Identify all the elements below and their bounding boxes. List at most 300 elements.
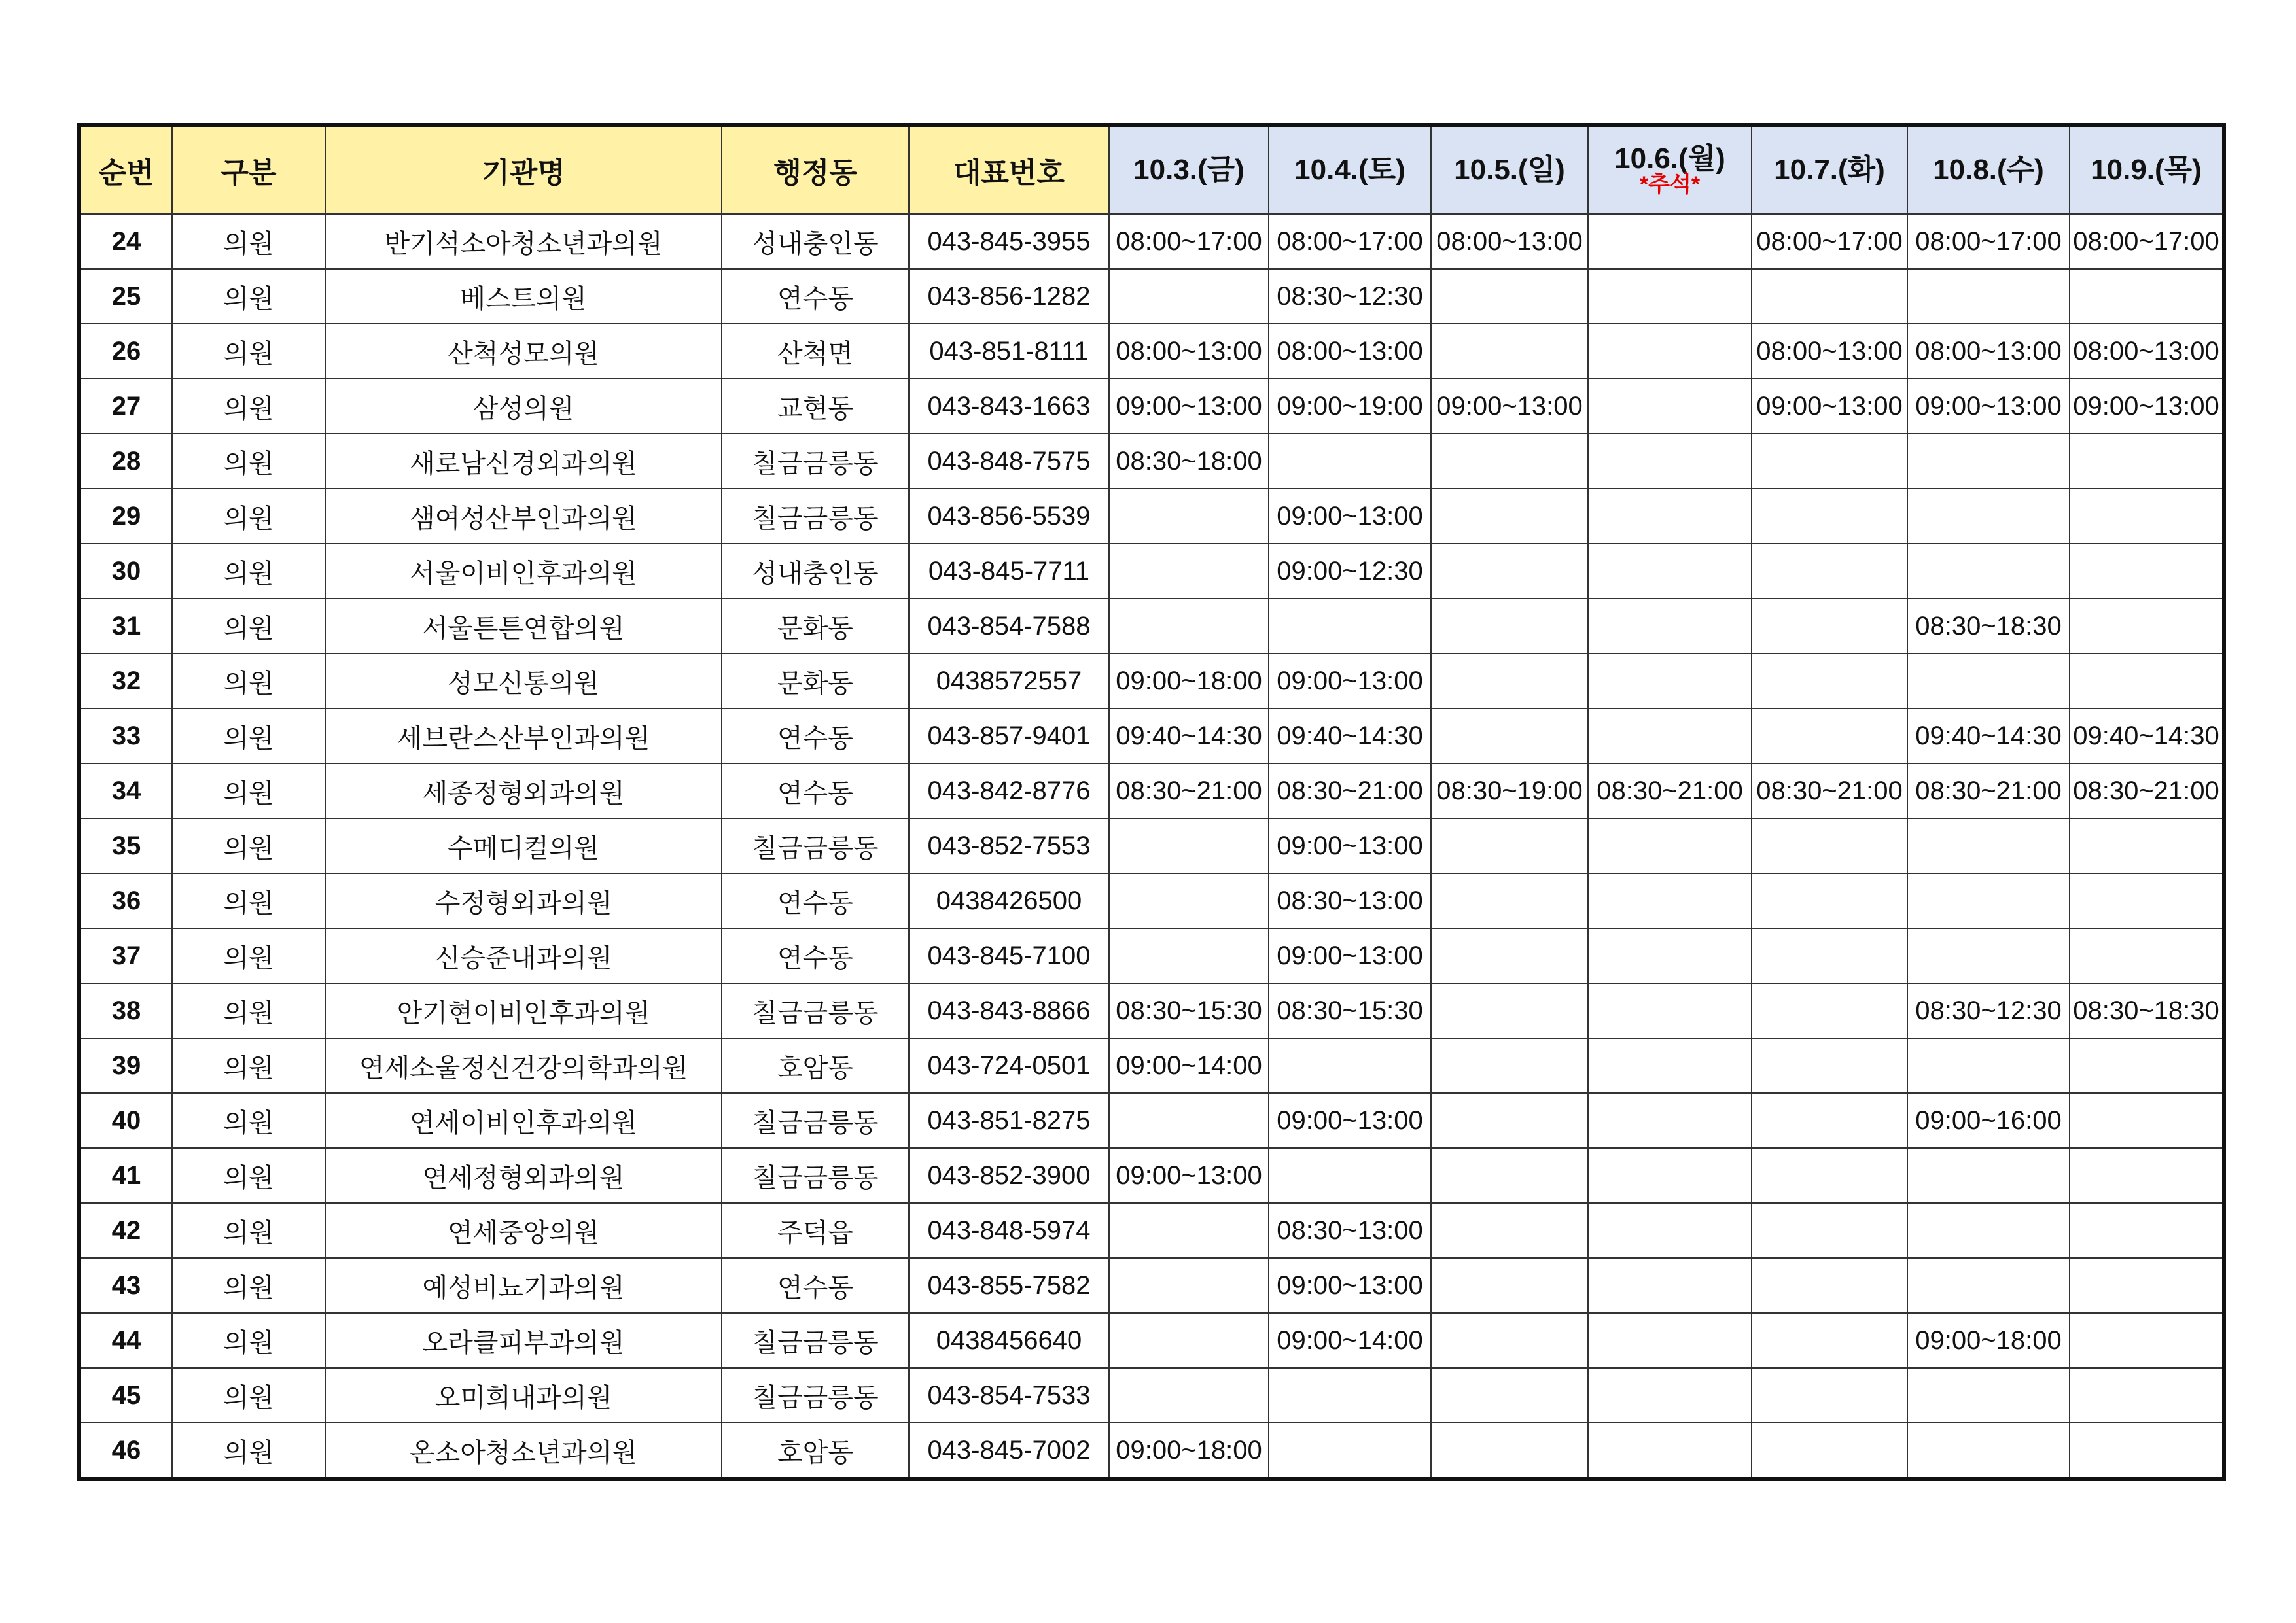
holiday-clinic-schedule bbox=[77, 123, 2222, 1481]
opening-hours-cell: 09:40~14:30 bbox=[2070, 708, 2224, 763]
opening-hours-cell bbox=[1431, 544, 1588, 599]
district-name: 문화동 bbox=[722, 654, 909, 708]
table-row bbox=[79, 873, 2224, 928]
opening-hours-cell: 09:00~13:00 bbox=[1269, 1258, 1431, 1313]
opening-hours-cell bbox=[1109, 489, 1269, 544]
phone-number: 0438456640 bbox=[909, 1313, 1109, 1368]
opening-hours-cell bbox=[1907, 928, 2070, 983]
opening-hours-cell bbox=[1269, 1148, 1431, 1203]
district-name: 연수동 bbox=[722, 708, 909, 763]
header-day bbox=[1269, 125, 1431, 214]
opening-hours-cell: 08:00~13:00 bbox=[1431, 214, 1588, 269]
opening-hours-cell bbox=[1752, 1368, 1907, 1423]
row-number: 45 bbox=[79, 1368, 172, 1423]
phone-number: 043-854-7533 bbox=[909, 1368, 1109, 1423]
table-row bbox=[79, 1423, 2224, 1479]
opening-hours-cell: 09:00~19:00 bbox=[1269, 379, 1431, 434]
opening-hours-cell bbox=[1109, 1258, 1269, 1313]
opening-hours-cell bbox=[2070, 1313, 2224, 1368]
opening-hours-cell: 08:30~21:00 bbox=[1907, 763, 2070, 818]
day-label: 10.4.(토) bbox=[1294, 154, 1405, 186]
opening-hours-cell bbox=[1588, 818, 1752, 873]
row-category: 의원 bbox=[172, 983, 325, 1038]
opening-hours-cell: 09:40~14:30 bbox=[1907, 708, 2070, 763]
opening-hours-cell bbox=[1588, 983, 1752, 1038]
opening-hours-cell: 08:30~21:00 bbox=[1752, 763, 1907, 818]
row-category: 의원 bbox=[172, 1093, 325, 1148]
opening-hours-cell bbox=[1752, 1423, 1907, 1479]
header-district: 행정동 bbox=[722, 125, 909, 214]
phone-number: 043-854-7588 bbox=[909, 599, 1109, 654]
district-name: 연수동 bbox=[722, 873, 909, 928]
opening-hours-cell bbox=[1431, 1368, 1588, 1423]
opening-hours-cell bbox=[2070, 654, 2224, 708]
row-number: 43 bbox=[79, 1258, 172, 1313]
opening-hours-cell bbox=[1752, 1313, 1907, 1368]
opening-hours-cell: 09:00~13:00 bbox=[1907, 379, 2070, 434]
opening-hours-cell: 09:00~18:00 bbox=[1109, 1423, 1269, 1479]
institution-name: 안기현이비인후과의원 bbox=[325, 983, 722, 1038]
opening-hours-cell: 08:30~18:30 bbox=[2070, 983, 2224, 1038]
district-name: 연수동 bbox=[722, 763, 909, 818]
table-row bbox=[79, 1148, 2224, 1203]
institution-name: 세브란스산부인과의원 bbox=[325, 708, 722, 763]
header-day bbox=[1109, 125, 1269, 214]
opening-hours-cell bbox=[1752, 544, 1907, 599]
table-row bbox=[79, 1368, 2224, 1423]
opening-hours-cell bbox=[2070, 1203, 2224, 1258]
opening-hours-cell bbox=[1752, 873, 1907, 928]
row-number: 40 bbox=[79, 1093, 172, 1148]
opening-hours-cell bbox=[1431, 1038, 1588, 1093]
phone-number: 043-842-8776 bbox=[909, 763, 1109, 818]
opening-hours-cell: 08:00~17:00 bbox=[2070, 214, 2224, 269]
row-number: 26 bbox=[79, 324, 172, 379]
opening-hours-cell bbox=[1269, 599, 1431, 654]
row-category: 의원 bbox=[172, 818, 325, 873]
row-category: 의원 bbox=[172, 1148, 325, 1203]
opening-hours-cell bbox=[1588, 1423, 1752, 1479]
opening-hours-cell: 08:30~13:00 bbox=[1269, 873, 1431, 928]
opening-hours-cell bbox=[1109, 599, 1269, 654]
opening-hours-cell: 08:00~17:00 bbox=[1109, 214, 1269, 269]
opening-hours-cell bbox=[1431, 1093, 1588, 1148]
row-number: 27 bbox=[79, 379, 172, 434]
opening-hours-cell: 08:00~13:00 bbox=[1109, 324, 1269, 379]
district-name: 칠금금릉동 bbox=[722, 1313, 909, 1368]
row-category: 의원 bbox=[172, 1203, 325, 1258]
row-category: 의원 bbox=[172, 1313, 325, 1368]
day-label: 10.9.(목) bbox=[2091, 154, 2202, 186]
opening-hours-cell bbox=[1752, 1038, 1907, 1093]
opening-hours-cell: 08:30~21:00 bbox=[1588, 763, 1752, 818]
opening-hours-cell bbox=[2070, 1423, 2224, 1479]
opening-hours-cell bbox=[1269, 434, 1431, 489]
opening-hours-cell bbox=[2070, 1258, 2224, 1313]
institution-name: 반기석소아청소년과의원 bbox=[325, 214, 722, 269]
opening-hours-cell bbox=[1752, 1148, 1907, 1203]
row-number: 30 bbox=[79, 544, 172, 599]
row-number: 25 bbox=[79, 269, 172, 324]
row-category: 의원 bbox=[172, 489, 325, 544]
holiday-note: *추석* bbox=[1639, 172, 1701, 197]
row-category: 의원 bbox=[172, 269, 325, 324]
opening-hours-cell bbox=[1109, 544, 1269, 599]
opening-hours-cell bbox=[1752, 489, 1907, 544]
table-row bbox=[79, 1038, 2224, 1093]
opening-hours-cell bbox=[1431, 489, 1588, 544]
day-label: 10.8.(수) bbox=[1933, 154, 2044, 186]
opening-hours-cell bbox=[1588, 928, 1752, 983]
opening-hours-cell: 09:00~13:00 bbox=[1109, 379, 1269, 434]
opening-hours-cell bbox=[1588, 544, 1752, 599]
phone-number: 043-845-7002 bbox=[909, 1423, 1109, 1479]
opening-hours-cell bbox=[2070, 1038, 2224, 1093]
opening-hours-cell bbox=[2070, 599, 2224, 654]
opening-hours-cell: 08:30~12:30 bbox=[1269, 269, 1431, 324]
opening-hours-cell: 09:00~18:00 bbox=[1907, 1313, 2070, 1368]
opening-hours-cell bbox=[1752, 434, 1907, 489]
phone-number: 043-855-7582 bbox=[909, 1258, 1109, 1313]
district-name: 칠금금릉동 bbox=[722, 489, 909, 544]
opening-hours-cell bbox=[1431, 708, 1588, 763]
row-number: 28 bbox=[79, 434, 172, 489]
opening-hours-cell: 09:00~13:00 bbox=[1269, 818, 1431, 873]
opening-hours-cell bbox=[1588, 269, 1752, 324]
table-row bbox=[79, 599, 2224, 654]
opening-hours-cell bbox=[2070, 434, 2224, 489]
row-number: 29 bbox=[79, 489, 172, 544]
table-row bbox=[79, 818, 2224, 873]
opening-hours-cell bbox=[1588, 379, 1752, 434]
header-row bbox=[79, 125, 2224, 214]
opening-hours-cell: 09:00~13:00 bbox=[1431, 379, 1588, 434]
row-number: 39 bbox=[79, 1038, 172, 1093]
opening-hours-cell: 08:00~13:00 bbox=[1752, 324, 1907, 379]
district-name: 호암동 bbox=[722, 1038, 909, 1093]
opening-hours-cell: 08:30~21:00 bbox=[1269, 763, 1431, 818]
district-name: 칠금금릉동 bbox=[722, 1148, 909, 1203]
table-row bbox=[79, 434, 2224, 489]
row-number: 38 bbox=[79, 983, 172, 1038]
district-name: 문화동 bbox=[722, 599, 909, 654]
opening-hours-cell bbox=[1588, 599, 1752, 654]
district-name: 호암동 bbox=[722, 1423, 909, 1479]
row-number: 36 bbox=[79, 873, 172, 928]
row-number: 33 bbox=[79, 708, 172, 763]
institution-name: 수정형외과의원 bbox=[325, 873, 722, 928]
institution-name: 샘여성산부인과의원 bbox=[325, 489, 722, 544]
phone-number: 043-856-5539 bbox=[909, 489, 1109, 544]
phone-number: 043-852-3900 bbox=[909, 1148, 1109, 1203]
opening-hours-cell: 08:30~18:00 bbox=[1109, 434, 1269, 489]
opening-hours-cell: 08:30~15:30 bbox=[1109, 983, 1269, 1038]
opening-hours-cell bbox=[1109, 928, 1269, 983]
opening-hours-cell bbox=[1431, 324, 1588, 379]
opening-hours-cell: 09:40~14:30 bbox=[1269, 708, 1431, 763]
opening-hours-cell bbox=[1269, 1368, 1431, 1423]
row-number: 32 bbox=[79, 654, 172, 708]
opening-hours-cell: 09:00~13:00 bbox=[1269, 928, 1431, 983]
table-row bbox=[79, 708, 2224, 763]
table-row bbox=[79, 928, 2224, 983]
opening-hours-cell bbox=[1109, 1203, 1269, 1258]
row-category: 의원 bbox=[172, 1258, 325, 1313]
opening-hours-cell bbox=[1431, 1148, 1588, 1203]
institution-name: 연세정형외과의원 bbox=[325, 1148, 722, 1203]
table-row bbox=[79, 1313, 2224, 1368]
opening-hours-cell bbox=[1907, 489, 2070, 544]
phone-number: 0438426500 bbox=[909, 873, 1109, 928]
table-row bbox=[79, 324, 2224, 379]
day-label: 10.5.(일) bbox=[1454, 154, 1565, 186]
opening-hours-cell bbox=[2070, 1148, 2224, 1203]
opening-hours-cell bbox=[1588, 1093, 1752, 1148]
opening-hours-cell bbox=[1588, 873, 1752, 928]
opening-hours-cell bbox=[1588, 1258, 1752, 1313]
row-category: 의원 bbox=[172, 379, 325, 434]
opening-hours-cell: 09:00~13:00 bbox=[2070, 379, 2224, 434]
opening-hours-cell: 08:30~21:00 bbox=[2070, 763, 2224, 818]
opening-hours-cell bbox=[1431, 818, 1588, 873]
institution-name: 새로남신경외과의원 bbox=[325, 434, 722, 489]
row-category: 의원 bbox=[172, 599, 325, 654]
opening-hours-cell bbox=[2070, 544, 2224, 599]
row-category: 의원 bbox=[172, 1038, 325, 1093]
header-institution: 기관명 bbox=[325, 125, 722, 214]
opening-hours-cell bbox=[2070, 269, 2224, 324]
phone-number: 043-724-0501 bbox=[909, 1038, 1109, 1093]
opening-hours-cell bbox=[1431, 928, 1588, 983]
table-row bbox=[79, 654, 2224, 708]
institution-name: 오미희내과의원 bbox=[325, 1368, 722, 1423]
opening-hours-cell bbox=[1907, 1203, 2070, 1258]
opening-hours-cell: 08:30~15:30 bbox=[1269, 983, 1431, 1038]
header-phone: 대표번호 bbox=[909, 125, 1109, 214]
phone-number: 043-845-7711 bbox=[909, 544, 1109, 599]
district-name: 칠금금릉동 bbox=[722, 983, 909, 1038]
district-name: 산척면 bbox=[722, 324, 909, 379]
row-category: 의원 bbox=[172, 1423, 325, 1479]
opening-hours-cell bbox=[1109, 1368, 1269, 1423]
opening-hours-cell bbox=[1752, 983, 1907, 1038]
opening-hours-cell bbox=[1907, 1423, 2070, 1479]
opening-hours-cell bbox=[1752, 928, 1907, 983]
opening-hours-cell bbox=[1907, 1258, 2070, 1313]
opening-hours-cell bbox=[1907, 544, 2070, 599]
phone-number: 043-843-8866 bbox=[909, 983, 1109, 1038]
opening-hours-cell bbox=[1109, 269, 1269, 324]
header-day bbox=[2070, 125, 2224, 214]
opening-hours-cell bbox=[1431, 873, 1588, 928]
opening-hours-cell: 09:00~18:00 bbox=[1109, 654, 1269, 708]
row-category: 의원 bbox=[172, 763, 325, 818]
opening-hours-cell: 08:00~13:00 bbox=[1907, 324, 2070, 379]
opening-hours-cell bbox=[1588, 214, 1752, 269]
opening-hours-cell bbox=[1109, 1313, 1269, 1368]
opening-hours-cell bbox=[1431, 599, 1588, 654]
institution-name: 수메디컬의원 bbox=[325, 818, 722, 873]
table-row bbox=[79, 1093, 2224, 1148]
opening-hours-cell bbox=[1109, 1093, 1269, 1148]
opening-hours-cell bbox=[1752, 1258, 1907, 1313]
opening-hours-cell bbox=[1752, 708, 1907, 763]
opening-hours-cell: 09:00~13:00 bbox=[1109, 1148, 1269, 1203]
opening-hours-cell bbox=[1431, 654, 1588, 708]
opening-hours-cell bbox=[1752, 1093, 1907, 1148]
opening-hours-cell: 09:00~13:00 bbox=[1269, 489, 1431, 544]
phone-number: 043-848-7575 bbox=[909, 434, 1109, 489]
district-name: 성내충인동 bbox=[722, 214, 909, 269]
district-name: 칠금금릉동 bbox=[722, 1093, 909, 1148]
phone-number: 0438572557 bbox=[909, 654, 1109, 708]
district-name: 연수동 bbox=[722, 269, 909, 324]
row-number: 24 bbox=[79, 214, 172, 269]
opening-hours-cell bbox=[1907, 654, 2070, 708]
institution-name: 산척성모의원 bbox=[325, 324, 722, 379]
opening-hours-cell bbox=[1588, 1313, 1752, 1368]
opening-hours-cell: 08:30~19:00 bbox=[1431, 763, 1588, 818]
opening-hours-cell bbox=[1907, 818, 2070, 873]
row-number: 35 bbox=[79, 818, 172, 873]
opening-hours-cell bbox=[1109, 818, 1269, 873]
district-name: 칠금금릉동 bbox=[722, 818, 909, 873]
opening-hours-cell bbox=[1907, 434, 2070, 489]
opening-hours-cell bbox=[1588, 434, 1752, 489]
phone-number: 043-848-5974 bbox=[909, 1203, 1109, 1258]
row-category: 의원 bbox=[172, 324, 325, 379]
opening-hours-cell: 09:00~14:00 bbox=[1269, 1313, 1431, 1368]
opening-hours-cell bbox=[2070, 928, 2224, 983]
opening-hours-cell bbox=[1431, 1258, 1588, 1313]
opening-hours-cell: 09:00~13:00 bbox=[1269, 1093, 1431, 1148]
opening-hours-cell bbox=[1907, 1368, 2070, 1423]
opening-hours-cell bbox=[1588, 708, 1752, 763]
row-number: 37 bbox=[79, 928, 172, 983]
district-name: 연수동 bbox=[722, 928, 909, 983]
institution-name: 신승준내과의원 bbox=[325, 928, 722, 983]
district-name: 주덕읍 bbox=[722, 1203, 909, 1258]
opening-hours-cell: 08:00~13:00 bbox=[1269, 324, 1431, 379]
phone-number: 043-851-8275 bbox=[909, 1093, 1109, 1148]
district-name: 칠금금릉동 bbox=[722, 1368, 909, 1423]
opening-hours-cell bbox=[1752, 818, 1907, 873]
opening-hours-cell bbox=[2070, 1093, 2224, 1148]
row-category: 의원 bbox=[172, 928, 325, 983]
institution-name: 서울튼튼연합의원 bbox=[325, 599, 722, 654]
institution-name: 연세중앙의원 bbox=[325, 1203, 722, 1258]
opening-hours-cell bbox=[2070, 873, 2224, 928]
opening-hours-cell: 08:00~17:00 bbox=[1752, 214, 1907, 269]
opening-hours-cell: 09:00~12:30 bbox=[1269, 544, 1431, 599]
opening-hours-cell bbox=[1752, 599, 1907, 654]
institution-name: 예성비뇨기과의원 bbox=[325, 1258, 722, 1313]
opening-hours-cell: 08:00~13:00 bbox=[2070, 324, 2224, 379]
institution-name: 오라클피부과의원 bbox=[325, 1313, 722, 1368]
table-row bbox=[79, 544, 2224, 599]
institution-name: 온소아청소년과의원 bbox=[325, 1423, 722, 1479]
opening-hours-cell bbox=[1907, 873, 2070, 928]
table-row bbox=[79, 269, 2224, 324]
table-row bbox=[79, 489, 2224, 544]
header-day bbox=[1752, 125, 1907, 214]
header-day bbox=[1431, 125, 1588, 214]
institution-name: 세종정형외과의원 bbox=[325, 763, 722, 818]
row-number: 34 bbox=[79, 763, 172, 818]
opening-hours-cell bbox=[2070, 818, 2224, 873]
row-category: 의원 bbox=[172, 544, 325, 599]
row-category: 의원 bbox=[172, 214, 325, 269]
opening-hours-cell: 09:00~14:00 bbox=[1109, 1038, 1269, 1093]
opening-hours-cell bbox=[1588, 654, 1752, 708]
opening-hours-cell: 09:40~14:30 bbox=[1109, 708, 1269, 763]
opening-hours-cell: 08:30~18:30 bbox=[1907, 599, 2070, 654]
row-number: 31 bbox=[79, 599, 172, 654]
institution-name: 서울이비인후과의원 bbox=[325, 544, 722, 599]
phone-number: 043-856-1282 bbox=[909, 269, 1109, 324]
opening-hours-cell bbox=[1907, 1148, 2070, 1203]
table-row bbox=[79, 214, 2224, 269]
header-day bbox=[1588, 125, 1752, 214]
table-row bbox=[79, 763, 2224, 818]
row-category: 의원 bbox=[172, 873, 325, 928]
phone-number: 043-845-3955 bbox=[909, 214, 1109, 269]
opening-hours-cell bbox=[1588, 489, 1752, 544]
opening-hours-cell bbox=[1588, 1038, 1752, 1093]
opening-hours-cell bbox=[1269, 1423, 1431, 1479]
header-day bbox=[1907, 125, 2070, 214]
opening-hours-cell bbox=[1431, 1203, 1588, 1258]
schedule-table bbox=[77, 123, 2226, 1481]
opening-hours-cell: 08:30~21:00 bbox=[1109, 763, 1269, 818]
table-row bbox=[79, 379, 2224, 434]
day-label: 10.3.(금) bbox=[1133, 154, 1245, 186]
row-category: 의원 bbox=[172, 708, 325, 763]
opening-hours-cell bbox=[1907, 269, 2070, 324]
opening-hours-cell: 09:00~16:00 bbox=[1907, 1093, 2070, 1148]
opening-hours-cell bbox=[1431, 269, 1588, 324]
opening-hours-cell bbox=[1752, 654, 1907, 708]
table-row bbox=[79, 983, 2224, 1038]
opening-hours-cell bbox=[1431, 1423, 1588, 1479]
header-num: 순번 bbox=[79, 125, 172, 214]
opening-hours-cell bbox=[1431, 983, 1588, 1038]
institution-name: 성모신통의원 bbox=[325, 654, 722, 708]
opening-hours-cell: 08:30~13:00 bbox=[1269, 1203, 1431, 1258]
district-name: 칠금금릉동 bbox=[722, 434, 909, 489]
row-number: 44 bbox=[79, 1313, 172, 1368]
row-number: 46 bbox=[79, 1423, 172, 1479]
opening-hours-cell: 08:00~17:00 bbox=[1269, 214, 1431, 269]
district-name: 연수동 bbox=[722, 1258, 909, 1313]
institution-name: 삼성의원 bbox=[325, 379, 722, 434]
opening-hours-cell bbox=[2070, 1368, 2224, 1423]
day-label: 10.7.(화) bbox=[1774, 154, 1885, 186]
district-name: 성내충인동 bbox=[722, 544, 909, 599]
opening-hours-cell: 08:30~12:30 bbox=[1907, 983, 2070, 1038]
phone-number: 043-845-7100 bbox=[909, 928, 1109, 983]
row-number: 41 bbox=[79, 1148, 172, 1203]
opening-hours-cell: 08:00~17:00 bbox=[1907, 214, 2070, 269]
opening-hours-cell bbox=[1588, 1368, 1752, 1423]
opening-hours-cell bbox=[1269, 1038, 1431, 1093]
row-category: 의원 bbox=[172, 654, 325, 708]
day-label: 10.6.(월) bbox=[1614, 143, 1725, 175]
phone-number: 043-843-1663 bbox=[909, 379, 1109, 434]
opening-hours-cell bbox=[1431, 434, 1588, 489]
opening-hours-cell bbox=[1752, 269, 1907, 324]
phone-number: 043-857-9401 bbox=[909, 708, 1109, 763]
